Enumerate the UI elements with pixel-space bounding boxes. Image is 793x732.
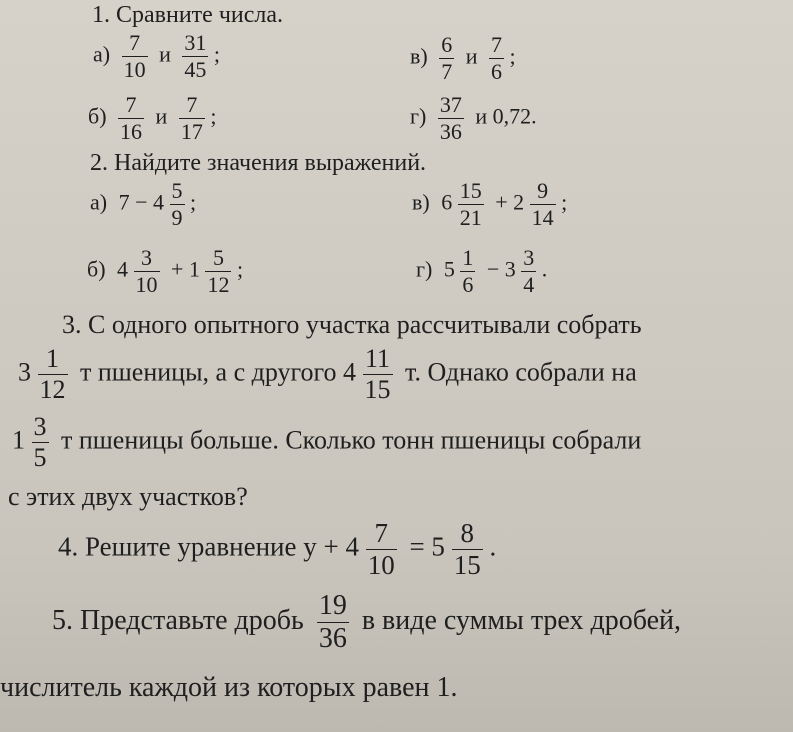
denominator: 36	[439, 119, 462, 144]
item-label: б)	[87, 256, 106, 282]
numerator: 5	[212, 245, 224, 270]
denominator: 45	[184, 57, 207, 82]
denominator: 10	[367, 550, 395, 580]
denominator: 9	[171, 205, 183, 230]
task1-item-a	[93, 32, 220, 81]
numerator: 5	[171, 178, 183, 203]
denominator: 7	[441, 59, 453, 84]
item-label: б)	[88, 103, 107, 129]
whole-part: 4	[117, 256, 129, 282]
sentence-part: т. Однако собрали на	[405, 357, 637, 387]
item-label: в)	[410, 43, 428, 69]
whole-part: 1	[12, 425, 25, 455]
numerator: 1	[46, 344, 59, 373]
denominator: 12	[207, 272, 230, 297]
sentence-part: 4. Решите уравнение y + 4	[58, 531, 359, 562]
punctuation: ;	[509, 43, 516, 69]
denominator: 15	[364, 375, 391, 404]
conjunction: и	[465, 43, 478, 69]
punctuation: ;	[236, 256, 244, 282]
task3-line2	[18, 346, 637, 403]
denominator: 36	[318, 623, 347, 654]
whole-part: 5	[443, 256, 455, 282]
task1-item-g	[410, 94, 537, 143]
punctuation: ;	[210, 103, 217, 129]
task5-line2: числитель каждой из которых равен 1.	[0, 672, 458, 703]
denominator: 4	[523, 272, 535, 297]
punctuation: ;	[213, 41, 220, 67]
denominator: 12	[39, 375, 66, 404]
task3-line1: 3. С одного опытного участка рассчитывали собрать	[62, 310, 642, 339]
numerator: 31	[184, 30, 207, 55]
operator: − 3	[486, 256, 516, 282]
task1-item-b	[88, 94, 216, 143]
conjunction: и	[155, 103, 168, 129]
item-label: а)	[90, 189, 108, 215]
task1-item-v	[410, 34, 516, 83]
numerator: 7	[186, 92, 198, 117]
operator: + 1	[171, 256, 200, 282]
task4-equation	[58, 520, 496, 579]
numerator: 1	[462, 245, 474, 270]
task1-title: 1. Сравните числа.	[92, 2, 284, 28]
whole-part: 6	[441, 189, 453, 215]
numerator: 3	[33, 412, 47, 441]
numerator: 19	[318, 590, 347, 621]
punctuation: .	[541, 256, 548, 282]
numerator: 6	[441, 32, 453, 57]
denominator: 6	[491, 59, 502, 84]
task3-line4: с этих двух участков?	[8, 482, 248, 511]
sentence-part: в виде суммы трех дробей,	[361, 604, 682, 636]
operator: + 2	[495, 189, 525, 215]
numerator: 3	[141, 245, 153, 270]
sentence-part: 5. Представьте дробь	[52, 604, 304, 636]
denominator: 10	[123, 57, 146, 82]
denominator: 16	[120, 119, 143, 144]
item-label: г)	[410, 103, 427, 129]
denominator: 10	[135, 272, 158, 297]
task2-item-v	[412, 180, 567, 229]
denominator: 21	[459, 205, 482, 230]
item-label: а)	[93, 41, 111, 67]
numerator: 37	[439, 92, 462, 117]
numerator: 15	[459, 178, 482, 203]
whole-part: 3	[18, 357, 31, 387]
numerator: 7	[491, 32, 502, 57]
denominator: 6	[462, 272, 474, 297]
punctuation: ;	[190, 189, 197, 215]
denominator: 5	[33, 443, 47, 472]
equals-part: = 5	[409, 531, 445, 562]
numerator: 8	[460, 518, 474, 548]
denominator: 17	[180, 119, 203, 144]
sentence-part: т пшеницы больше. Сколько тонн пшеницы собрали	[61, 425, 642, 455]
task2-title: 2. Найдите значения выражений.	[90, 150, 427, 176]
task3-line3	[12, 414, 641, 471]
numerator: 9	[537, 178, 549, 203]
numerator: 3	[523, 245, 535, 270]
numerator: 7	[125, 92, 137, 117]
numerator: 7	[374, 518, 388, 548]
punctuation: ;	[561, 189, 568, 215]
numerator: 11	[365, 344, 391, 373]
task2-item-b	[87, 247, 243, 296]
task2-item-g	[416, 247, 547, 296]
task5-line1	[52, 592, 681, 653]
expression-part: 7 − 4	[118, 189, 165, 215]
item-label: г)	[416, 256, 433, 282]
punctuation: .	[489, 531, 497, 562]
sentence-part: т пшеницы, а с другого 4	[80, 357, 357, 387]
comparison-text: и 0,72.	[475, 103, 537, 129]
denominator: 14	[531, 205, 554, 230]
item-label: в)	[412, 189, 430, 215]
denominator: 15	[453, 550, 481, 580]
numerator: 7	[129, 30, 141, 55]
conjunction: и	[159, 41, 171, 67]
task2-item-a	[90, 180, 196, 229]
